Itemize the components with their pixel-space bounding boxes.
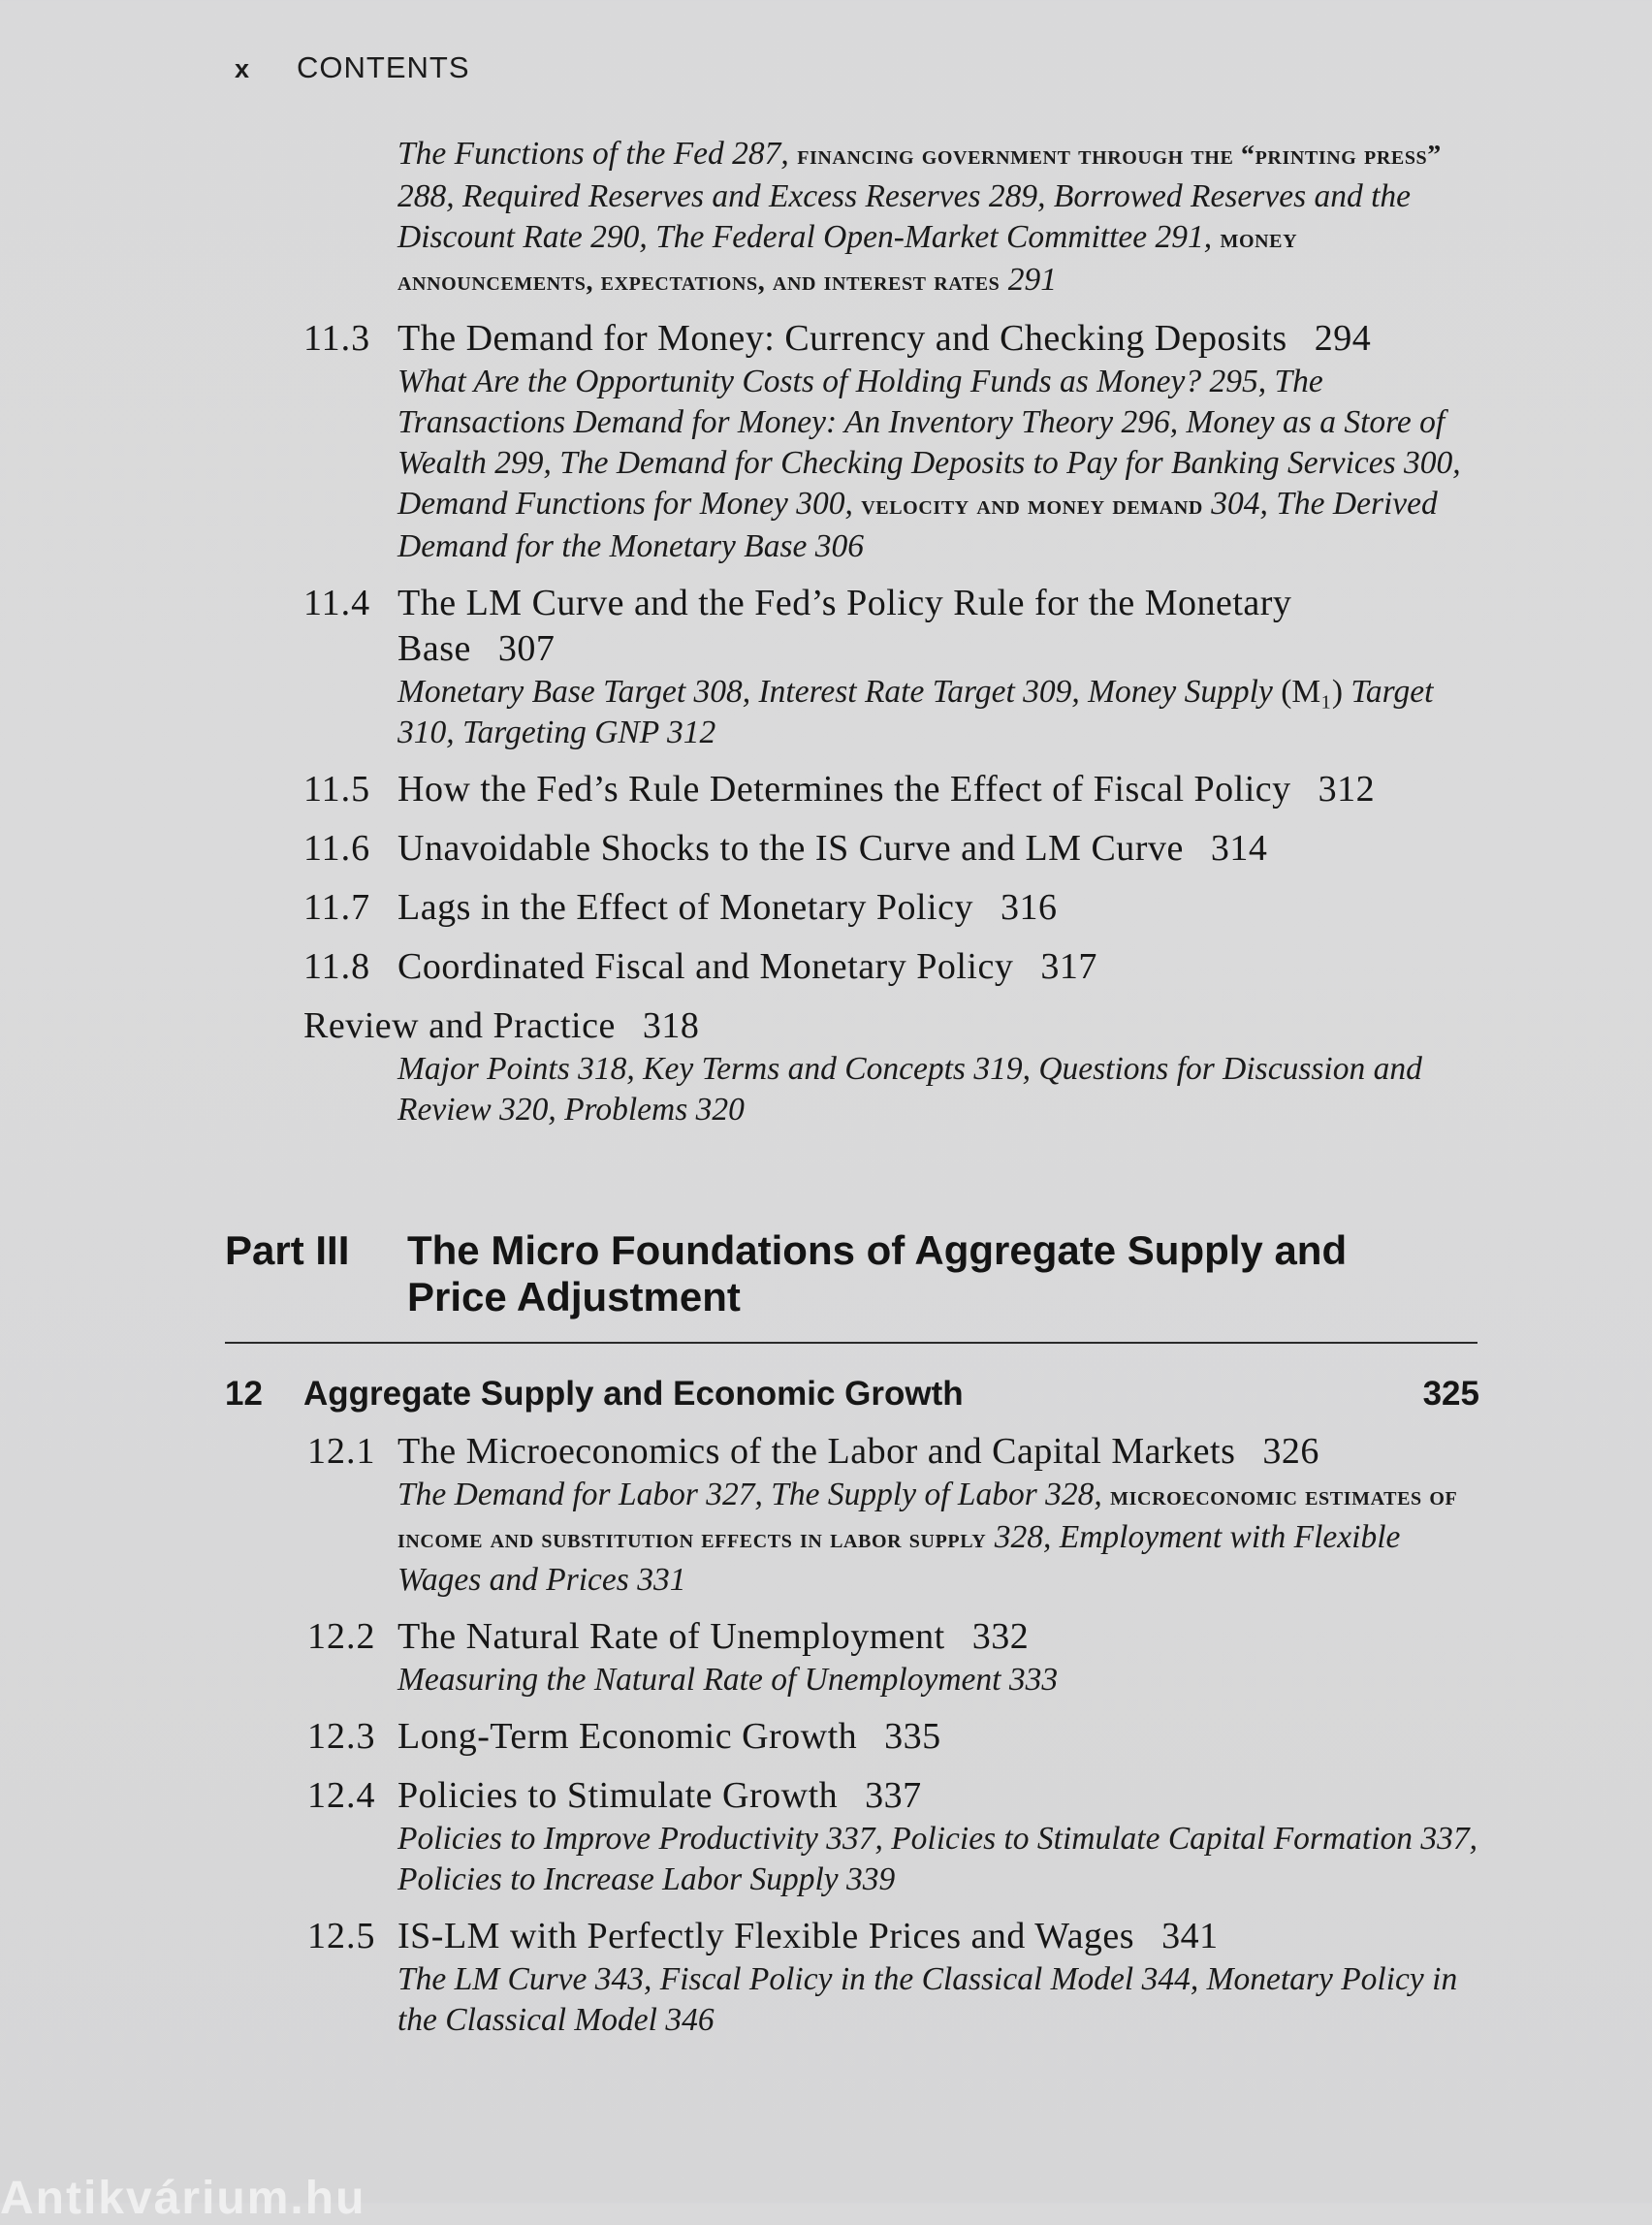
subtopic-text: (M₁) [1281,674,1343,710]
subtopic-feature: money announcements, expectations, and interest rates [397,224,1298,297]
section-title: Lags in the Effect of Monetary Policy [397,887,973,928]
chapter-page: 325 [1422,1375,1479,1413]
toc-entry [0,1714,1652,1760]
section-title: The Microeconomics of the Labor and Capital Markets [397,1431,1236,1472]
subtopic-feature: velocity and money demand [861,491,1203,521]
watermark: Antikvárium.hu [0,2173,366,2224]
chapter-title: Aggregate Supply and Economic Growth [303,1375,964,1413]
section-page: 307 [497,628,556,669]
section-title: IS-LM with Perfectly Flexible Prices and Wages [397,1916,1135,1956]
subtopic-list [397,1049,1478,1130]
divider [225,1342,1477,1344]
toc-entry [0,826,1652,872]
page-number: x [235,54,251,83]
subtopic-text: The Functions of the Fed 287, [397,136,798,172]
subtopic-text: The Demand for Labor 327, The Supply of Labor 328, [397,1477,1111,1512]
section-number: 11.5 [303,769,371,810]
section-page: 317 [1040,946,1097,987]
section-title: The Natural Rate of Unemployment [397,1616,945,1657]
subtopic-feature: financing government through the “printing press” [797,141,1442,171]
toc-entry [0,1614,1652,1701]
toc-entry [0,1773,1652,1900]
review-and-practice [0,1003,1652,1130]
subtopic-text: 304, The Derived Demand for the Monetary Base 306 [397,486,1438,564]
subtopic-list [397,1819,1478,1900]
part-heading [0,1227,1652,1320]
subtopic-list [397,672,1478,753]
chapter-11-sections [0,316,1652,990]
subtopic-feature: microeconomic estimates of income and substitution effects in labor supply [397,1481,1458,1554]
subtopic-text: What Are the Opportunity Costs of Holding Funds as Money? 295, The Transactions Demand for Money: An Inventory Theory 296, Money as a Store of Wealth 299, The Demand for Checking Deposits to Pay for Banking Services 300, Demand Functions for Money 300, [397,364,1461,522]
section-title: How the Fed’s Rule Determines the Effect of Fiscal Policy [397,769,1291,810]
part-label: Part III [225,1227,350,1273]
section-page: 312 [1318,769,1376,810]
review-title: Review and Practice [303,1005,616,1046]
section-number: 12.4 [307,1775,376,1816]
section-page: 316 [1000,887,1058,928]
section-page: 335 [884,1716,941,1757]
section-number: 12.5 [307,1916,376,1956]
section-title: The Demand for Money: Currency and Checking Deposits [397,318,1287,359]
section-number: 12.1 [307,1431,376,1472]
subtopic-text: Monetary Base Target 308, Interest Rate Target 309, Money Supply [397,674,1282,710]
chapter-number: 12 [225,1375,263,1413]
subtopic-text: The LM Curve 343, Fiscal Policy in the Classical Model 344, Monetary Policy in the Classical Model 346 [397,1961,1458,2038]
section-page: 326 [1262,1431,1319,1472]
subtopic-text: 291 [1000,262,1058,298]
subtopic-text: Major Points 318, Key Terms and Concepts 319, Questions for Discussion and Review 320, Problems 320 [397,1051,1422,1128]
subtopic-list [397,1959,1478,2041]
toc-entry [0,1914,1652,2041]
section-page: 332 [971,1616,1030,1657]
toc-entry [0,944,1652,990]
subtopic-text: Target 310, Targeting GNP 312 [397,674,1434,750]
chapter-heading [0,1373,1652,1415]
section-number: 11.6 [303,828,371,869]
review-page: 318 [642,1005,700,1046]
section-title: The LM Curve and the Fed’s Policy Rule for the Monetary Base [397,583,1292,669]
toc-entry [0,767,1652,812]
toc-entry [0,316,1652,567]
section-title: Unavoidable Shocks to the IS Curve and LM Curve [397,828,1184,869]
toc-entry [0,885,1652,931]
section-number: 11.7 [303,887,371,928]
subtopic-list [397,362,1478,567]
subtopic-list [397,1660,1478,1701]
toc-entry [0,1429,1652,1601]
subtopic-list [397,1475,1478,1601]
section-number: 11.3 [303,318,371,359]
section-number: 11.4 [303,583,371,623]
section-page: 314 [1210,828,1268,869]
section-title: Policies to Stimulate Growth [397,1775,839,1816]
chapter-12-sections [0,1429,1652,2041]
toc-entry [0,581,1652,753]
section-page: 337 [865,1775,922,1816]
section-number: 12.3 [307,1716,376,1757]
section-page: 294 [1314,318,1372,359]
subtopic-text: Measuring the Natural Rate of Unemployment 333 [397,1662,1059,1698]
section-title: Long-Term Economic Growth [397,1716,858,1757]
section-page: 341 [1161,1916,1219,1956]
table-of-contents [0,134,1652,2041]
subtopic-text: 288, Required Reserves and Excess Reserves 289, Borrowed Reserves and the Discount Rate 290, The Federal Open-Market Committee 291, [397,178,1412,255]
section-title: Coordinated Fiscal and Monetary Policy [397,946,1014,987]
subtopic-text: Policies to Improve Productivity 337, Policies to Stimulate Capital Formation 337, Policies to Increase Labor Supply 339 [397,1821,1478,1897]
section-number: 11.8 [303,946,371,987]
subtopic-list [397,134,1478,302]
section-number: 12.2 [307,1616,376,1657]
part-title: The Micro Foundations of Aggregate Supply and Price Adjustment [407,1227,1348,1319]
running-header [235,50,470,85]
running-title: CONTENTS [297,50,470,84]
subtopic-text: 328, Employment with Flexible Wages and Prices 331 [397,1519,1401,1598]
